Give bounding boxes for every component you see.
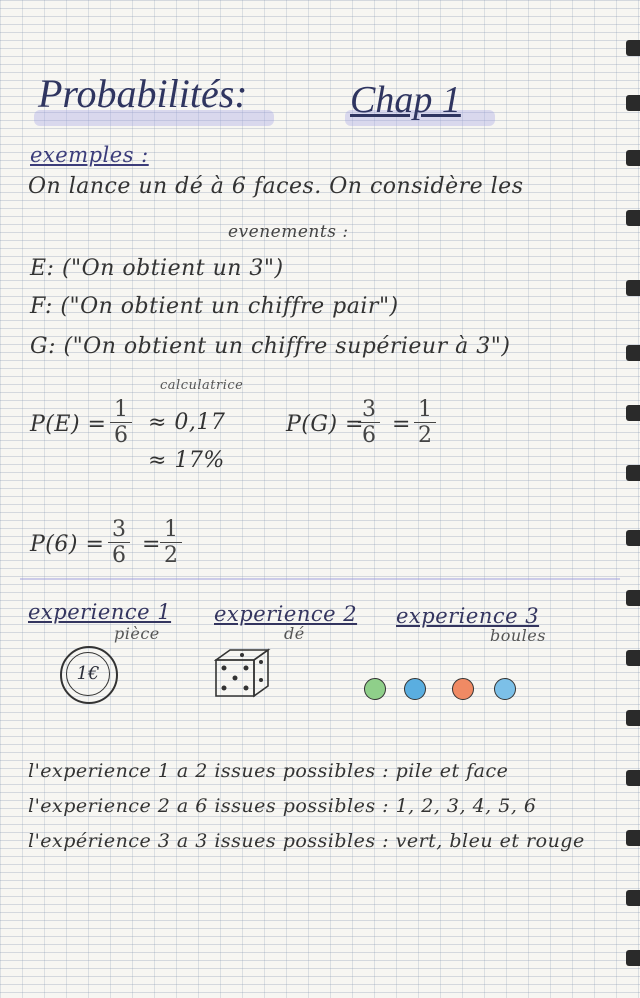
pg-lhs: P(G) = bbox=[286, 412, 364, 437]
binding-hole bbox=[626, 465, 640, 481]
pe-lhs: P(E) = bbox=[30, 412, 107, 437]
green-ball bbox=[364, 678, 386, 700]
pe-approx-percent: ≈ 17% bbox=[148, 448, 225, 473]
p6-fraction-simplified bbox=[160, 518, 182, 569]
section-divider bbox=[20, 578, 620, 580]
binding-hole bbox=[626, 830, 640, 846]
p6-lhs: P(6) = bbox=[30, 532, 105, 557]
binding-hole bbox=[626, 210, 640, 226]
page-title: Probabilités: bbox=[38, 71, 248, 116]
coin-icon bbox=[60, 646, 118, 704]
experience-2-sub: dé bbox=[284, 624, 305, 643]
p6-numerator-2: 1 bbox=[160, 518, 182, 543]
binding-hole bbox=[626, 40, 640, 56]
binding-hole bbox=[626, 95, 640, 111]
binding-hole bbox=[626, 950, 640, 966]
pe-approx-decimal: ≈ 0,17 bbox=[148, 410, 226, 435]
p6-equals: = bbox=[142, 532, 161, 557]
outcome-1: l'experience 1 a 2 issues possibles : pile et face bbox=[28, 760, 509, 782]
red-ball bbox=[452, 678, 474, 700]
pg-denominator: 6 bbox=[362, 423, 376, 448]
pg-numerator-2: 1 bbox=[414, 398, 436, 423]
experience-3-label: experience 3 bbox=[396, 604, 540, 628]
pe-fraction bbox=[110, 398, 132, 449]
calculator-note: calculatrice bbox=[160, 378, 244, 393]
experience-1-sub: pièce bbox=[114, 624, 160, 643]
event-e: E: ("On obtient un 3") bbox=[30, 256, 284, 281]
examples-heading: exemples : bbox=[30, 143, 149, 167]
binding-hole bbox=[626, 280, 640, 296]
binding-hole bbox=[626, 405, 640, 421]
blue-ball bbox=[404, 678, 426, 700]
p6-numerator: 3 bbox=[108, 518, 130, 543]
pg-fraction bbox=[358, 398, 380, 449]
blue-ball-2 bbox=[494, 678, 516, 700]
die-icon bbox=[214, 648, 276, 698]
pg-numerator: 3 bbox=[358, 398, 380, 423]
experience-3-sub: boules bbox=[490, 626, 546, 645]
experience-2-label: experience 2 bbox=[214, 602, 358, 626]
coin-face: 1€ bbox=[66, 652, 110, 696]
pg-equals: = bbox=[392, 412, 411, 437]
binding-hole bbox=[626, 650, 640, 666]
binding-hole bbox=[626, 590, 640, 606]
event-g: G: ("On obtient un chiffre supérieur à 3") bbox=[30, 334, 511, 359]
pe-numerator: 1 bbox=[110, 398, 132, 423]
outcome-2: l'experience 2 a 6 issues possibles : 1, 2, 3, 4, 5, 6 bbox=[28, 795, 537, 817]
chapter-label: Chap 1 bbox=[350, 79, 461, 121]
outcome-3: l'expérience 3 a 3 issues possibles : vert, bleu et rouge bbox=[28, 830, 585, 852]
event-f: F: ("On obtient un chiffre pair") bbox=[30, 294, 399, 319]
intro-line-1: On lance un dé à 6 faces. On considère les bbox=[28, 174, 524, 199]
binding-hole bbox=[626, 710, 640, 726]
pg-denominator-2: 2 bbox=[418, 423, 432, 448]
p6-fraction bbox=[108, 518, 130, 569]
intro-line-2: evenements : bbox=[228, 222, 349, 242]
p6-denominator-2: 2 bbox=[164, 543, 178, 568]
binding-hole bbox=[626, 770, 640, 786]
experience-1-label: experience 1 bbox=[28, 600, 172, 624]
binding-hole bbox=[626, 890, 640, 906]
pe-denominator: 6 bbox=[114, 423, 128, 448]
binding-hole bbox=[626, 345, 640, 361]
binding-hole bbox=[626, 150, 640, 166]
p6-denominator: 6 bbox=[112, 543, 126, 568]
binding-hole bbox=[626, 530, 640, 546]
die-drawing bbox=[214, 648, 276, 698]
pg-fraction-simplified bbox=[414, 398, 436, 449]
